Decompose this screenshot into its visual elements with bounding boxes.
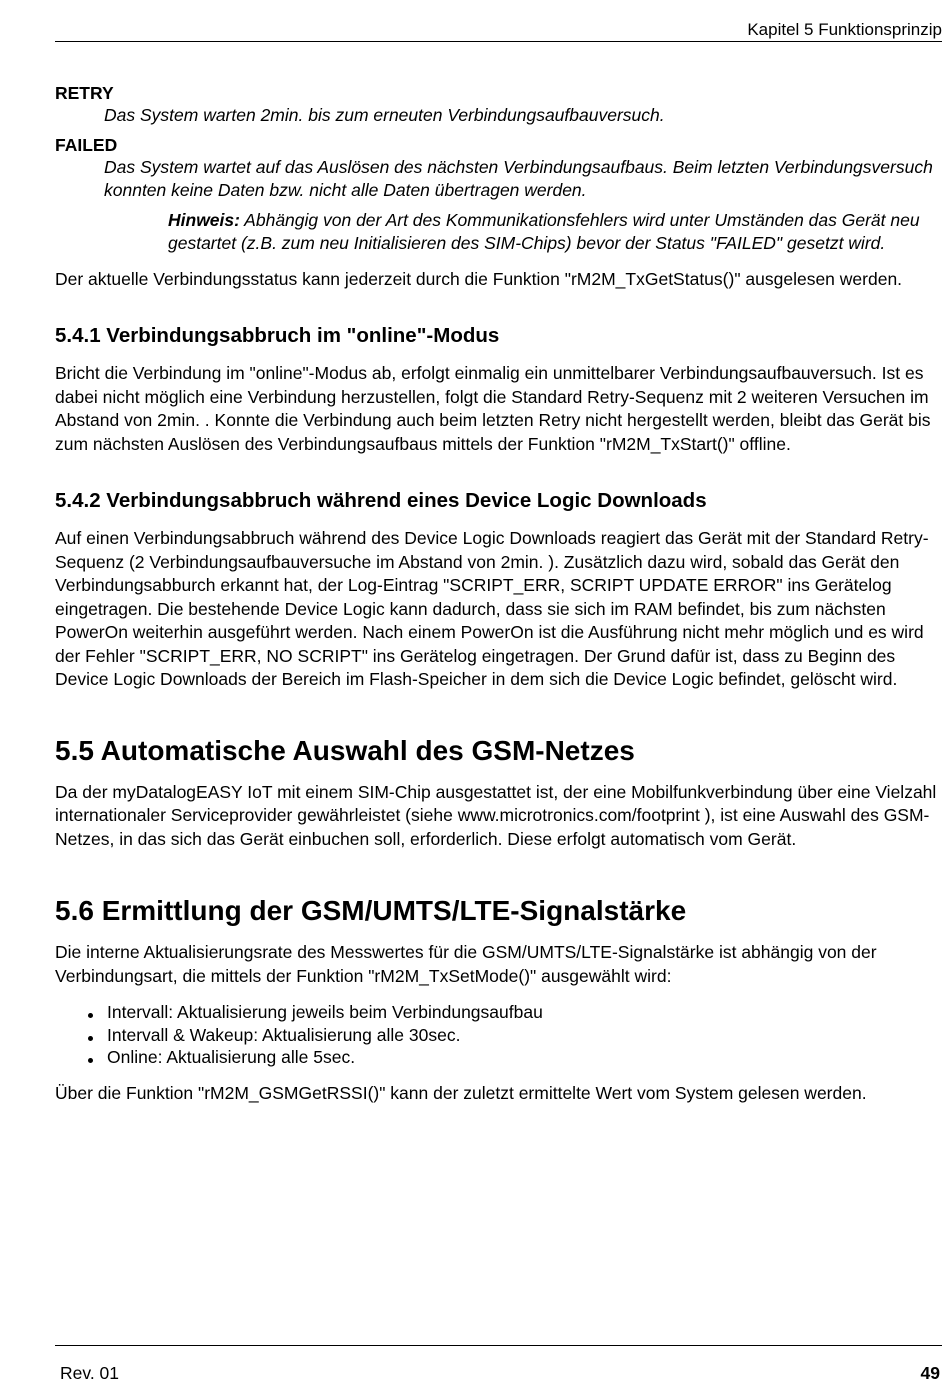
status-term-failed: FAILED (55, 134, 118, 155)
footer-revision: Rev. 01 (60, 1363, 120, 1383)
paragraph-5-4-2: Auf einen Verbindungsabbruch während des Device Logic Downloads reagiert das Gerät mit der Standard Retry-Sequenz (2 Verbindungsaufbauversuche im Abstand von 2min. ). Zusätzlich dazu wird, sobald das Gerät den Verbindungsabburch erkannt hat, der Log-Eintrag "SCRIPT_ERR, SCRIPT UPDATE ERROR" ins Gerätelog eingetragen. Die bestehende Device Logic kann dadurch, dass sie sich im RAM befindet, bis zum nächsten PowerOn weiterhin ausgeführt werden. Nach einem PowerOn ist die Ausführung nicht mehr möglich und es wird der Fehler "SCRIPT_ERR, NO SCRIPT" ins Gerätelog eingetragen. Der Grund dafür ist, dass zu Beginn des Device Logic Downloads der Bereich im Flash-Speicher in dem sich die Device Logic befindet, gelöscht wird. (55, 528, 929, 689)
status-desc-retry: Das System warten 2min. bis zum erneuten Verbindungsaufbauversuch. (104, 105, 665, 125)
note-label: Hinweis: (168, 209, 240, 230)
bullet-icon (88, 1036, 93, 1041)
list-item (55, 1046, 940, 1069)
paragraph-5-5: Da der myDatalogEASY IoT mit einem SIM-Chip ausgestattet ist, der eine Mobilfunkverbindung über eine Vielzahl internationaler Serviceprovider gewährleistet (siehe www.microtronics.com/footprint ), ist eine Auswahl des GSM-Netzes, in das sich das Gerät einbuchen soll, erforderlich. Diese erfolgt automatisch vom Gerät. (55, 781, 937, 849)
list-item (55, 1024, 940, 1047)
list-item-text: Online: Aktualisierung alle 5sec. (107, 1047, 356, 1067)
list-item-text: Intervall: Aktualisierung jeweils beim Verbindungsaufbau (107, 1002, 543, 1022)
heading-5-4-1: 5.4.1 Verbindungsabbruch im "online"-Modus (55, 324, 500, 347)
bullet-icon (88, 1013, 93, 1018)
paragraph-5-6-intro: Die interne Aktualisierungsrate des Messwertes für die GSM/UMTS/LTE-Signalstärke ist abhängig von der Verbindungsart, die mittels der Funktion "rM2M_TxSetMode()" ausgewählt wird: (55, 942, 877, 986)
status-term-retry: RETRY (55, 83, 114, 103)
footer-divider (55, 1345, 942, 1346)
bullet-icon (88, 1058, 93, 1063)
note-text: Abhängig von der Art des Kommunikationsfehlers wird unter Umständen das Gerät neu gestartet (z.B. zum neu Initialisieren des SIM-Chips) bevor der Status "FAILED" gesetzt wird. (168, 209, 920, 253)
list-item (55, 1001, 940, 1024)
heading-5-4-2: 5.4.2 Verbindungsabbruch während eines Device Logic Downloads (55, 489, 707, 512)
heading-5-6: 5.6 Ermittlung der GSM/UMTS/LTE-Signalstärke (55, 895, 687, 926)
header-divider (55, 41, 942, 42)
status-paragraph: Der aktuelle Verbindungsstatus kann jederzeit durch die Funktion "rM2M_TxGetStatus()" ausgelesen werden. (55, 268, 903, 289)
running-header: Kapitel 5 Funktionsprinzip (747, 20, 942, 39)
paragraph-5-6-outro: Über die Funktion "rM2M_GSMGetRSSI()" kann der zuletzt ermittelte Wert vom System gelesen werden. (55, 1082, 867, 1103)
status-definition-list (55, 82, 940, 203)
note-block (168, 209, 940, 256)
page-content (55, 82, 940, 1105)
paragraph-5-4-1: Bricht die Verbindung im "online"-Modus ab, erfolgt einmalig ein unmittelbarer Verbindungsaufbauversuch. Ist es dabei nicht möglich eine Verbindung herzustellen, folgt die Standard Retry-Sequenz mit 2 weiteren Versuchen im Abstand von 2min. . Konnte die Verbindung auch beim letzten Retry nicht hergestellt werden, bleibt das Gerät bis zum nächsten Auslösen des Verbindungsaufbaus mittels der Funktion "rM2M_TxStart()" offline. (55, 363, 931, 454)
page-number: 49 (920, 1363, 940, 1383)
status-desc-failed: Das System wartet auf das Auslösen des nächsten Verbindungsaufbaus. Beim letzten Verbindungsversuch konnten keine Daten bzw. nicht alle Daten übertragen werden. (104, 156, 933, 200)
list-item-text: Intervall & Wakeup: Aktualisierung alle 30sec. (107, 1024, 461, 1045)
update-rate-list (55, 1001, 940, 1069)
heading-5-5: 5.5 Automatische Auswahl des GSM-Netzes (55, 734, 635, 766)
